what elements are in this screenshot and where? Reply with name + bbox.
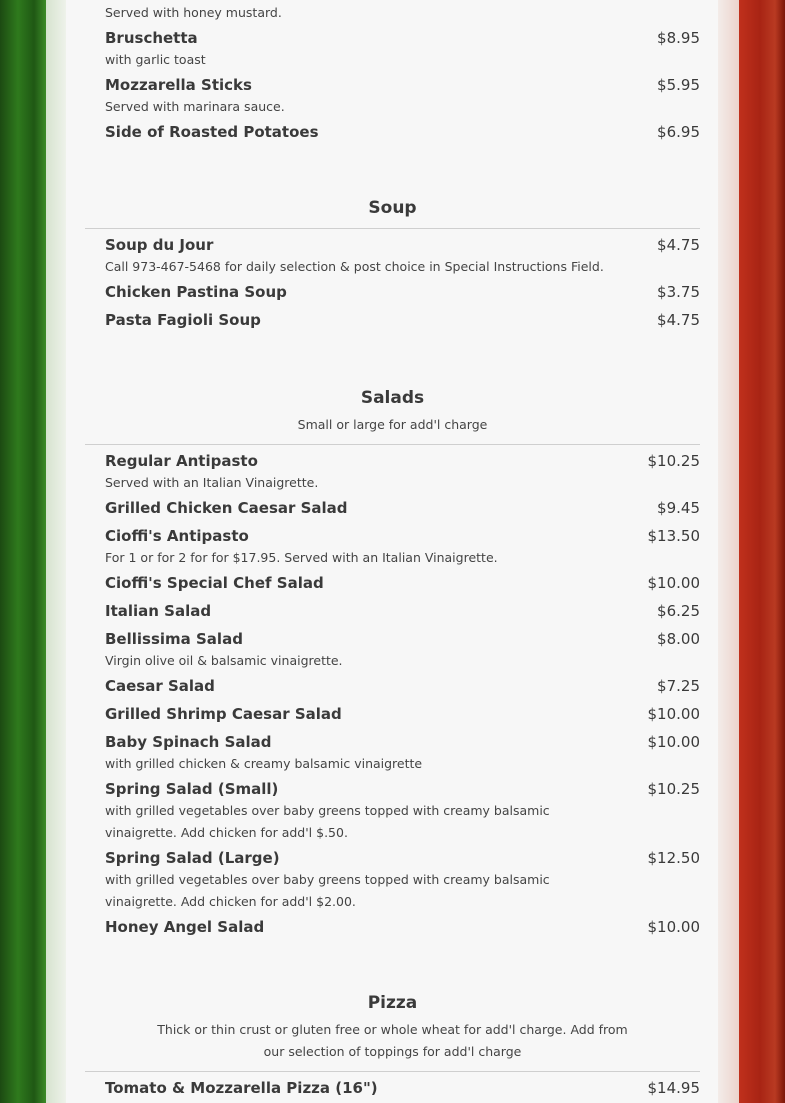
item-price: $8.95 (657, 29, 700, 47)
item-price: $10.00 (647, 918, 700, 936)
section-title: Pizza (367, 993, 418, 1013)
menu-item[interactable] (85, 306, 700, 334)
item-price: $8.00 (657, 630, 700, 648)
item-name: Cioffi's Special Chef Salad (105, 574, 324, 592)
item-price: $10.25 (647, 780, 700, 798)
menu-item[interactable] (85, 118, 700, 146)
item-description: Call 973-467-5468 for daily selection & post choice in Special Instructions Field. (105, 259, 604, 274)
menu-item[interactable] (85, 597, 700, 625)
item-name: Bellissima Salad (105, 630, 243, 648)
section-subtitle: Small or large for add'l charge (297, 417, 488, 432)
section-soup (85, 196, 700, 334)
item-description: with grilled chicken & creamy balsamic vinaigrette (105, 756, 423, 771)
flag-stripe-green-edge (46, 0, 66, 1103)
item-price: $3.75 (657, 283, 700, 301)
menu-item[interactable] (85, 522, 700, 569)
item-name: Tomato & Mozzarella Pizza (16") (105, 1079, 378, 1097)
item-description: with garlic toast (105, 52, 206, 67)
item-price: $6.25 (657, 602, 700, 620)
item-price: $5.95 (657, 76, 700, 94)
item-description: For 1 or for 2 for for $17.95. Served with an Italian Vinaigrette. (105, 550, 498, 565)
item-name: Baby Spinach Salad (105, 733, 272, 751)
item-name: Soup du Jour (105, 236, 214, 254)
item-price: $13.50 (647, 527, 700, 545)
item-name: Caesar Salad (105, 677, 215, 695)
item-price: $14.95 (647, 1079, 700, 1097)
item-name: Grilled Shrimp Caesar Salad (105, 705, 342, 723)
menu-item[interactable] (85, 913, 700, 941)
item-name: Grilled Chicken Caesar Salad (105, 499, 348, 517)
item-name: Regular Antipasto (105, 452, 258, 470)
item-name: Cioffi's Antipasto (105, 527, 249, 545)
menu-item[interactable] (85, 700, 700, 728)
menu-item[interactable] (85, 569, 700, 597)
item-name: Mozzarella Sticks (105, 76, 252, 94)
menu-item[interactable] (85, 728, 700, 775)
item-price: $4.75 (657, 236, 700, 254)
item-price: $10.00 (647, 574, 700, 592)
section-salads (85, 386, 700, 941)
section-pizza (85, 991, 700, 1102)
item-name: Spring Salad (Large) (105, 849, 280, 867)
item-name: Honey Angel Salad (105, 918, 265, 936)
item-name: Chicken Pastina Soup (105, 283, 287, 301)
section-divider (85, 444, 700, 445)
item-price: $9.45 (657, 499, 700, 517)
menu-item[interactable] (85, 278, 700, 306)
item-price: $12.50 (647, 849, 700, 867)
flag-stripe-red-edge (718, 0, 739, 1103)
item-price: $4.75 (657, 311, 700, 329)
item-price: $6.95 (657, 123, 700, 141)
section-divider (85, 1071, 700, 1072)
item-price: $10.00 (647, 733, 700, 751)
menu-item[interactable] (85, 447, 700, 494)
item-description: with grilled vegetables over baby greens topped with creamy balsamic vinaigrette. Add chicken for add'l $.50. (105, 803, 550, 840)
item-name: Italian Salad (105, 602, 212, 620)
menu-item[interactable] (85, 775, 700, 844)
menu-item[interactable] (85, 71, 700, 118)
item-description: Served with honey mustard. (105, 5, 282, 20)
section-subtitle: Thick or thin crust or gluten free or whole wheat for add'l charge. Add from our selection of toppings for add'l charge (157, 1022, 628, 1059)
menu-item[interactable] (85, 844, 700, 913)
item-name: Bruschetta (105, 29, 198, 47)
item-name: Spring Salad (Small) (105, 780, 279, 798)
item-description: Served with an Italian Vinaigrette. (105, 475, 319, 490)
menu-item[interactable] (85, 625, 700, 672)
menu-item[interactable] (85, 672, 700, 700)
section-appetizers (85, 2, 700, 146)
menu-content (85, 0, 700, 1102)
item-price: $10.25 (647, 452, 700, 470)
section-title: Salads (360, 388, 425, 408)
menu-item[interactable] (85, 24, 700, 71)
item-price: $10.00 (647, 705, 700, 723)
item-price: $7.25 (657, 677, 700, 695)
item-description: Served with marinara sauce. (105, 99, 285, 114)
item-description: Virgin olive oil & balsamic vinaigrette. (105, 653, 343, 668)
menu-item[interactable] (85, 231, 700, 278)
menu-item[interactable] (85, 1074, 700, 1102)
item-name: Pasta Fagioli Soup (105, 311, 261, 329)
menu-item[interactable] (85, 494, 700, 522)
item-name: Side of Roasted Potatoes (105, 123, 319, 141)
section-title: Soup (368, 198, 417, 218)
item-description: with grilled vegetables over baby greens topped with creamy balsamic vinaigrette. Add chicken for add'l $2.00. (105, 872, 550, 909)
section-divider (85, 228, 700, 229)
